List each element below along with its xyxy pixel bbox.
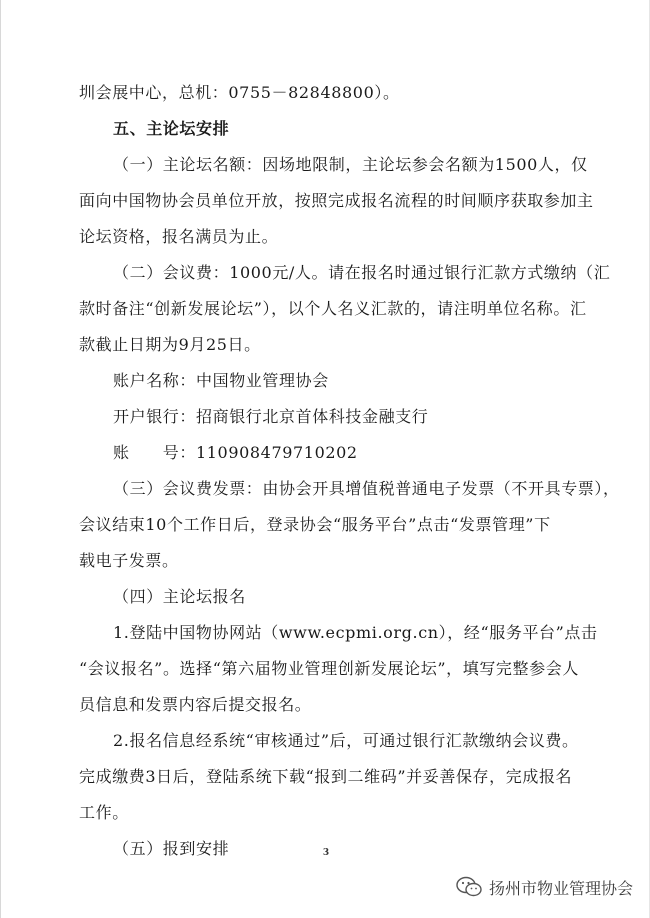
body-line: （一）主论坛名额：因场地限制，主论坛参会名额为1500人，仅 [113, 155, 588, 174]
subsection-heading: （四）主论坛报名 [113, 587, 246, 606]
subsection-heading: （五）报到安排 [113, 839, 230, 858]
body-line: （二）会议费：1000元/人。请在报名时通过银行汇款方式缴纳（汇 [113, 263, 611, 282]
page-number: 3 [322, 848, 330, 858]
body-line: 款时备注“创新发展论坛”），以个人名义汇款的，请注明单位名称。汇 [79, 299, 587, 318]
body-line: 面向中国物协会员单位开放，按照完成报名流程的时间顺序获取参加主 [79, 191, 594, 210]
body-line: 完成缴费3日后，登陆系统下载“报到二维码”并妥善保存，完成报名 [79, 767, 573, 786]
body-line: 员信息和发票内容后提交报名。 [79, 695, 312, 714]
document-body [79, 80, 620, 872]
account-number-line: 账 号：110908479710202 [113, 443, 358, 462]
body-line: 载电子发票。 [79, 551, 179, 570]
body-line: 会议结束10个工作日后，登录协会“服务平台”点击“发票管理”下 [79, 515, 551, 534]
section-heading: 五、主论坛安排 [113, 119, 230, 138]
bank-line: 开户银行：招商银行北京首体科技金融支行 [113, 407, 429, 426]
body-line: （三）会议费发票：由协会开具增值税普通电子发票（不开具专票）， [113, 479, 620, 498]
wechat-icon [455, 875, 483, 899]
watermark [455, 873, 633, 901]
account-name-line: 账户名称：中国物业管理协会 [113, 371, 329, 390]
body-line: 工作。 [79, 803, 129, 822]
body-line: 论坛资格，报名满员为止。 [79, 227, 279, 246]
body-line: “会议报名”。选择“第六届物业管理创新发展论坛”，填写完整参会人 [79, 659, 579, 678]
body-line: 1.登陆中国物协网站（www.ecpmi.org.cn），经“服务平台”点击 [113, 623, 598, 642]
body-line: 圳会展中心，总机：0755－82848800）。 [79, 83, 400, 102]
watermark-text: 扬州市物业管理协会 [488, 878, 633, 898]
body-line: 2.报名信息经系统“审核通过”后，可通过银行汇款缴纳会议费。 [113, 731, 579, 750]
body-line: 款截止日期为9月25日。 [79, 335, 261, 354]
